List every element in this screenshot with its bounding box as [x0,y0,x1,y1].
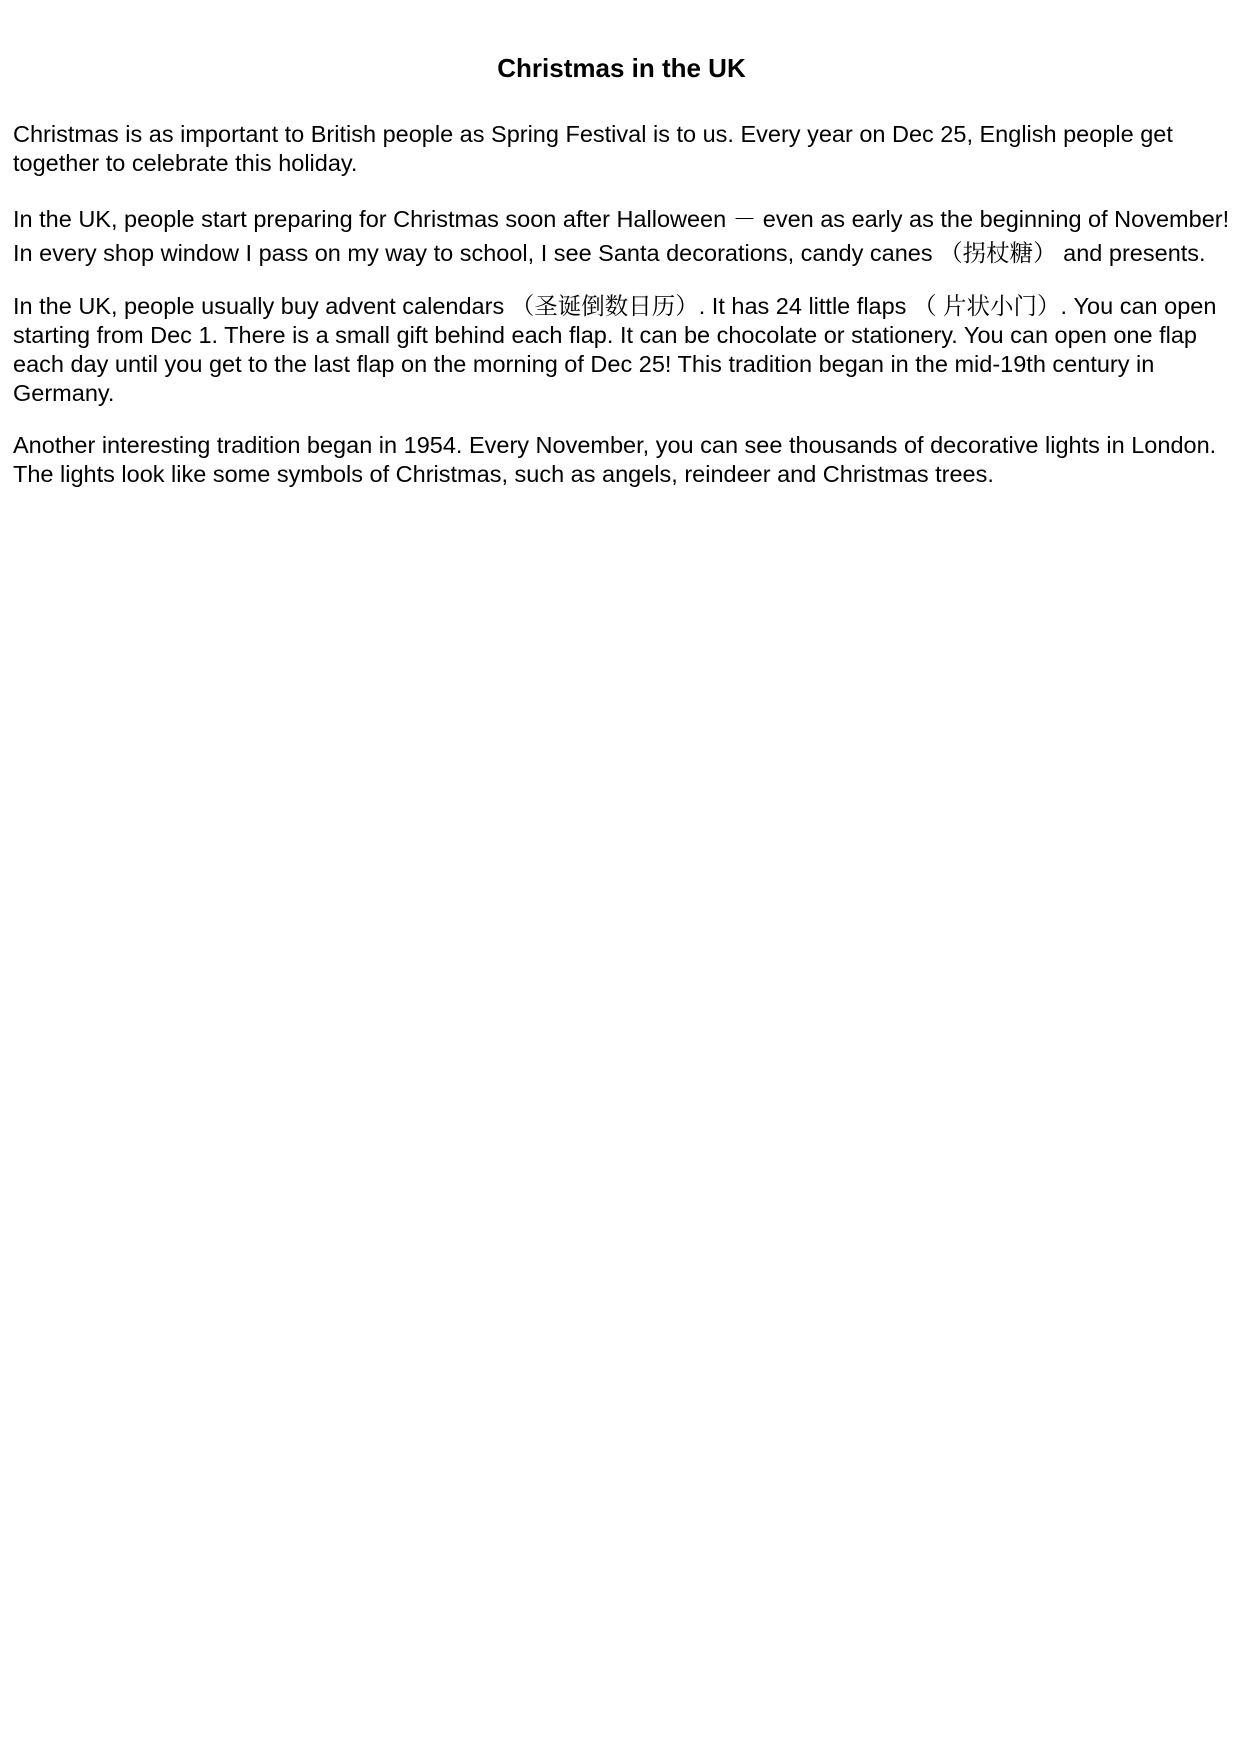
paragraph-advent-calendars: In the UK, people usually buy advent calendars （圣诞倒数日历）. It has 24 little flaps （ 片状小门）. You can open starting from Dec 1. There is a small gift behind each flap. It can be chocolate or stationery. You can open one flap each day until you get to the last flap on the morning of Dec 25! This tradition began in the mid-19th century in Germany. [13,293,1217,406]
paragraph-intro: Christmas is as important to British people as Spring Festival is to us. Every year on Dec 25, English people get together to celebrate this holiday. [13,121,1173,176]
document-title: Christmas in the UK [497,53,746,83]
paragraph-decorative-lights: Another interesting tradition began in 1954. Every November, you can see thousands of decorative lights in London. The lights look like some symbols of Christmas, such as angels, reindeer and Christmas trees. [13,432,1217,487]
paragraph-preparation: In the UK, people start preparing for Christmas soon after Halloween － even as early as the beginning of November! In every shop window I pass on my way to school, I see Santa decorations, candy canes （拐杖糖） and presents. [13,206,1230,266]
